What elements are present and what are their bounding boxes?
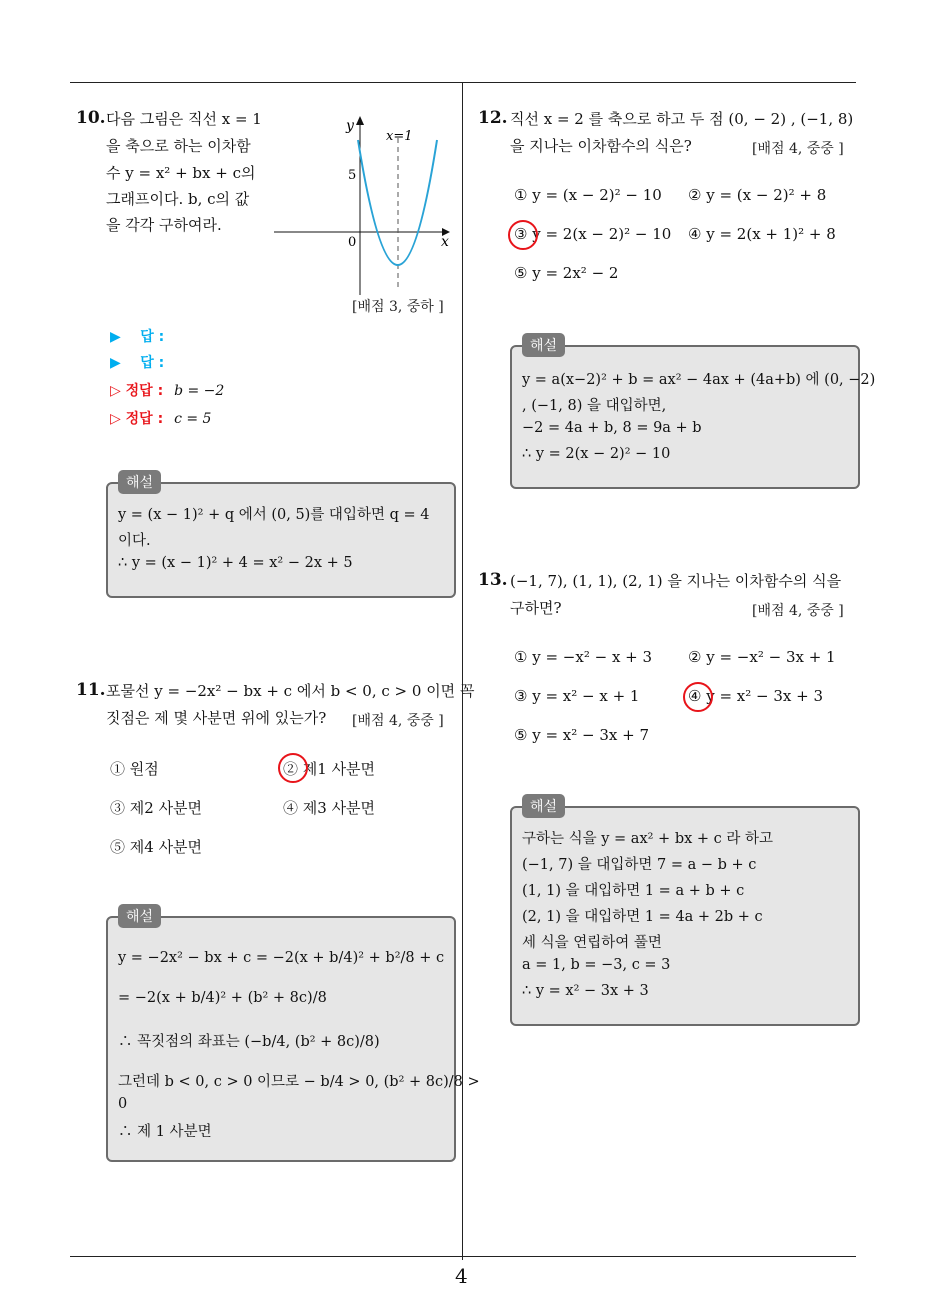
q11-line: 짓점은 제 몇 사분면 위에 있는가?	[106, 709, 327, 727]
q11-option-1[interactable]: ① 원점	[110, 760, 159, 778]
answer-label: 정답 :	[125, 411, 164, 427]
q12-line: 을 지나는 이차함수의 식은?	[510, 137, 692, 155]
q12-number: 12.	[478, 108, 508, 128]
q13-option-2[interactable]: ② y = −x² − 3x + 1	[688, 648, 836, 666]
page-number: 4	[455, 1264, 468, 1288]
q12-line: 직선 x = 2 를 축으로 하고 두 점 (0, − 2) , (−1, 8)	[510, 110, 854, 128]
q13-score: [배점 4, 중중 ]	[752, 603, 844, 619]
q12-explain-line: y = a(x−2)² + b = ax² − 4ax + (4a+b) 에 (0, −2)	[522, 372, 876, 388]
q13-option-5[interactable]: ⑤ y = x² − 3x + 7	[514, 726, 650, 744]
q12-explain-line: ∴ y = 2(x − 2)² − 10	[522, 446, 671, 462]
outline-play-icon: ▷	[110, 383, 121, 399]
selected-answer-circle	[683, 682, 713, 712]
play-icon: ▶	[110, 329, 121, 345]
y-axis-arrow	[356, 116, 364, 125]
vline-label: x=1	[386, 129, 413, 144]
correct-answer-c	[110, 408, 211, 428]
q13-option-1[interactable]: ① y = −x² − x + 3	[514, 648, 653, 666]
selected-answer-circle	[278, 753, 308, 783]
q11-explain-line: 0	[118, 1096, 128, 1112]
y-axis-label: y	[346, 118, 354, 134]
q13-explain-line: 구하는 식을 y = ax² + bx + c 라 하고	[522, 831, 774, 847]
q12-explain-line: , (−1, 8) 을 대입하면,	[522, 398, 667, 414]
q11-explain-line: ∴ 꼭짓점의 좌표는 (−b/4, (b² + 8c)/8)	[118, 1034, 380, 1050]
q10-line: 을 각각 구하여라.	[106, 216, 222, 234]
q13-explain-line: (−1, 7) 을 대입하면 7 = a − b + c	[522, 857, 757, 873]
q12-option-4[interactable]: ④ y = 2(x + 1)² + 8	[688, 225, 836, 243]
q10-explain-line: y = (x − 1)² + q 에서 (0, 5)를 대입하면 q = 4	[118, 507, 430, 523]
q10-explanation-tag: 해설	[118, 470, 161, 494]
q12-option-2[interactable]: ② y = (x − 2)² + 8	[688, 186, 827, 204]
q13-option-3[interactable]: ③ y = x² − x + 1	[514, 687, 640, 705]
q11-option-2[interactable]: ② 제1 사분면	[283, 760, 376, 778]
q10-number: 10.	[76, 108, 106, 128]
q11-explain-line: y = −2x² − bx + c = −2(x + b/4)² + b²/8 + c	[118, 950, 445, 966]
q12-option-1[interactable]: ① y = (x − 2)² − 10	[514, 186, 662, 204]
q11-line: 포물선 y = −2x² − bx + c 에서 b < 0, c > 0 이면 꼭	[106, 682, 475, 700]
q10-explanation-box	[106, 482, 456, 598]
q13-explain-line: 세 식을 연립하여 풀면	[522, 935, 662, 951]
q11-explain-line: 그런데 b < 0, c > 0 이므로 − b/4 > 0, (b² + 8c)/8 >	[118, 1074, 480, 1090]
answer-label: 정답 :	[125, 383, 164, 399]
q13-explanation-tag: 해설	[522, 794, 565, 818]
q10-line: 을 축으로 하는 이차함	[106, 137, 251, 155]
x-axis-label: x	[441, 234, 449, 250]
q11-number: 11.	[76, 680, 106, 700]
q11-option-4[interactable]: ④ 제3 사분면	[283, 799, 376, 817]
q11-explanation-tag: 해설	[118, 904, 161, 928]
tick-5-label: 5	[348, 168, 357, 183]
top-rule	[70, 82, 856, 83]
origin-label: 0	[348, 235, 357, 250]
q13-explain-line: (1, 1) 을 대입하면 1 = a + b + c	[522, 883, 745, 899]
q11-explain-line: ∴ 제 1 사분면	[118, 1124, 212, 1140]
q12-option-3[interactable]: ③ y = 2(x − 2)² − 10	[514, 225, 672, 243]
q10-parabola-graph	[270, 110, 460, 300]
q11-score: [배점 4, 중중 ]	[352, 713, 444, 729]
q13-explain-line: (2, 1) 을 대입하면 1 = 4a + 2b + c	[522, 909, 763, 925]
q13-number: 13.	[478, 570, 508, 590]
answer-blank-1	[110, 326, 170, 346]
q10-line: 그래프이다. b, c의 값	[106, 190, 250, 208]
q13-line: (−1, 7), (1, 1), (2, 1) 을 지나는 이차함수의 식을	[510, 572, 842, 590]
q10-score: [배점 3, 중하 ]	[352, 299, 444, 315]
outline-play-icon: ▷	[110, 411, 121, 427]
q13-line: 구하면?	[510, 599, 562, 617]
play-icon: ▶	[110, 355, 121, 371]
q10-explain-line: 이다.	[118, 533, 151, 549]
q10-explain-line: ∴ y = (x − 1)² + 4 = x² − 2x + 5	[118, 555, 353, 571]
answer-value: b = −2	[174, 383, 225, 399]
q11-option-5[interactable]: ⑤ 제4 사분면	[110, 838, 203, 856]
answer-label: 답 :	[140, 355, 165, 371]
q10-line: 수 y = x² + bx + c의	[106, 164, 256, 182]
q10-line: 다음 그림은 직선 x = 1	[106, 110, 262, 128]
selected-answer-circle	[508, 220, 538, 250]
answer-blank-2	[110, 352, 170, 372]
bottom-rule	[70, 1256, 856, 1257]
q13-explain-line: ∴ y = x² − 3x + 3	[522, 983, 649, 999]
answer-value: c = 5	[174, 411, 212, 427]
answer-label: 답 :	[140, 329, 165, 345]
q12-score: [배점 4, 중중 ]	[752, 141, 844, 157]
q13-option-4[interactable]: ④ y = x² − 3x + 3	[688, 687, 824, 705]
q13-explain-line: a = 1, b = −3, c = 3	[522, 957, 671, 973]
q12-option-5[interactable]: ⑤ y = 2x² − 2	[514, 264, 619, 282]
q12-explain-line: −2 = 4a + b, 8 = 9a + b	[522, 420, 702, 436]
q12-explanation-tag: 해설	[522, 333, 565, 357]
q12-explanation-box	[510, 345, 860, 489]
correct-answer-b	[110, 380, 224, 400]
q11-explain-line: = −2(x + b/4)² + (b² + 8c)/8	[118, 990, 327, 1006]
q11-option-3[interactable]: ③ 제2 사분면	[110, 799, 203, 817]
